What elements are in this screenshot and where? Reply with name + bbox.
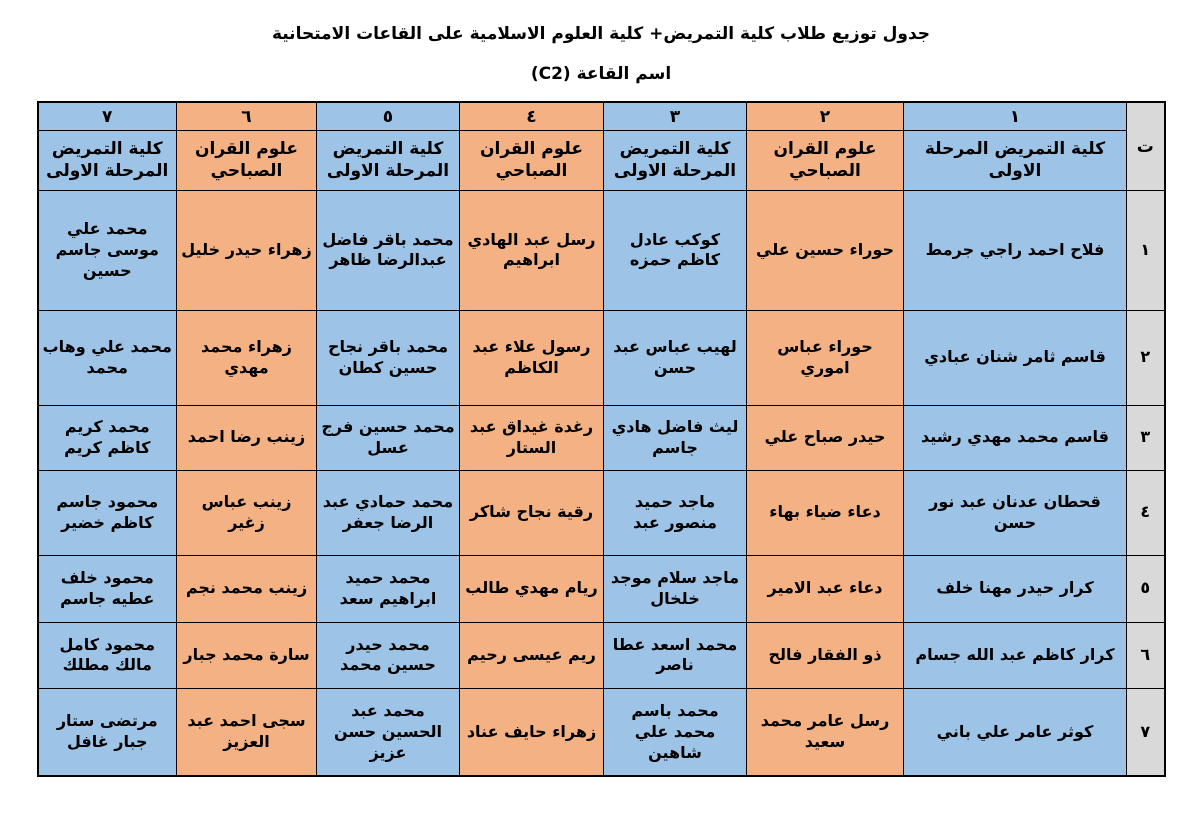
column-number-cell: ١: [904, 102, 1127, 130]
student-cell: فلاح احمد راجي جرمط: [904, 190, 1127, 310]
student-cell: محمد علي موسى جاسم حسين: [38, 190, 177, 310]
student-cell: ريام مهدي طالب: [460, 555, 604, 622]
student-cell: رقية نجاح شاكر: [460, 470, 604, 555]
student-row: [38, 470, 1165, 555]
student-cell: محمد كريم كاظم كريم: [38, 405, 177, 470]
student-cell: كرار كاظم عبد الله جسام: [904, 622, 1127, 688]
college-header-cell: كلية التمريض المرحلة الاولى: [317, 130, 460, 190]
student-cell: محمد حيدر حسين محمد: [317, 622, 460, 688]
row-number-cell: ٢: [1127, 310, 1165, 405]
student-cell: ليث فاضل هادي جاسم: [604, 405, 747, 470]
hall-name-subtitle: اسم القاعة (C2): [530, 64, 672, 85]
student-cell: محمد اسعد عطا ناصر: [604, 622, 747, 688]
student-cell: دعاء ضياء بهاء: [747, 470, 904, 555]
student-cell: رسل عامر محمد سعيد: [747, 688, 904, 776]
student-cell: محمود جاسم كاظم خضير: [38, 470, 177, 555]
student-cell: ريم عيسى رحيم: [460, 622, 604, 688]
student-cell: حيدر صباح علي: [747, 405, 904, 470]
student-cell: قاسم محمد مهدي رشيد: [904, 405, 1127, 470]
college-header-cell: كلية التمريض المرحلة الاولى: [604, 130, 747, 190]
college-header-cell: علوم القران الصباحي: [747, 130, 904, 190]
student-row: [38, 405, 1165, 470]
student-cell: زهراء حايف عناد: [460, 688, 604, 776]
student-cell: قاسم ثامر شنان عبادي: [904, 310, 1127, 405]
student-row: [38, 688, 1165, 776]
column-number-cell: ٢: [747, 102, 904, 130]
student-cell: سجى احمد عبد العزيز: [177, 688, 317, 776]
student-cell: لهيب عباس عبد حسن: [604, 310, 747, 405]
student-row: [38, 310, 1165, 405]
student-cell: ذو الفقار فالح: [747, 622, 904, 688]
student-row: [38, 622, 1165, 688]
row-number-cell: ٣: [1127, 405, 1165, 470]
student-row: [38, 555, 1165, 622]
student-cell: حوراء حسين علي: [747, 190, 904, 310]
column-number-cell: ٤: [460, 102, 604, 130]
student-cell: ماجد سلام موجد خلخال: [604, 555, 747, 622]
student-cell: ماجد حميد منصور عبد: [604, 470, 747, 555]
student-row: [38, 190, 1165, 310]
row-number-cell: ٤: [1127, 470, 1165, 555]
student-cell: كوكب عادل كاظم حمزه: [604, 190, 747, 310]
student-cell: دعاء عبد الامير: [747, 555, 904, 622]
student-cell: مرتضى ستار جبار غافل: [38, 688, 177, 776]
row-number-cell: ٦: [1127, 622, 1165, 688]
student-cell: كرار حيدر مهنا خلف: [904, 555, 1127, 622]
student-cell: زهراء حيدر خليل: [177, 190, 317, 310]
student-cell: زينب عباس زغير: [177, 470, 317, 555]
college-header-row: [38, 130, 1165, 190]
row-number-cell: ٥: [1127, 555, 1165, 622]
student-cell: رسل عبد الهادي ابراهيم: [460, 190, 604, 310]
distribution-table: [37, 101, 1166, 777]
student-cell: زينب رضا احمد: [177, 405, 317, 470]
student-cell: زينب محمد نجم: [177, 555, 317, 622]
student-cell: محمد باقر فاضل عبدالرضا ظاهر: [317, 190, 460, 310]
student-cell: محمد عبد الحسين حسن عزيز: [317, 688, 460, 776]
student-cell: زهراء محمد مهدي: [177, 310, 317, 405]
student-cell: محمد باقر نجاح حسين كطان: [317, 310, 460, 405]
student-cell: محمود خلف عطيه جاسم: [38, 555, 177, 622]
column-number-cell: ٥: [317, 102, 460, 130]
student-cell: محمد حميد ابراهيم سعد: [317, 555, 460, 622]
college-header-cell: كلية التمريض المرحلة الاولى: [38, 130, 177, 190]
student-cell: محمد حسين فرج عسل: [317, 405, 460, 470]
student-cell: محمود كامل مالك مطلك: [38, 622, 177, 688]
student-cell: رسول علاء عبد الكاظم: [460, 310, 604, 405]
student-cell: قحطان عدنان عبد نور حسن: [904, 470, 1127, 555]
column-number-cell: ٦: [177, 102, 317, 130]
corner-cell: ت: [1127, 102, 1165, 190]
college-header-cell: علوم القران الصباحي: [177, 130, 317, 190]
column-numbers-row: [38, 102, 1165, 130]
column-number-cell: ٣: [604, 102, 747, 130]
row-number-cell: ١: [1127, 190, 1165, 310]
college-header-cell: علوم القران الصباحي: [460, 130, 604, 190]
student-cell: سارة محمد جبار: [177, 622, 317, 688]
college-header-cell: كلية التمريض المرحلة الاولى: [904, 130, 1127, 190]
student-cell: محمد علي وهاب محمد: [38, 310, 177, 405]
row-number-cell: ٧: [1127, 688, 1165, 776]
document-title: جدول توزيع طلاب كلية التمريض+ كلية العلوم الاسلامية على القاعات الامتحانية: [271, 24, 931, 44]
column-number-cell: ٧: [38, 102, 177, 130]
student-cell: محمد باسم محمد علي شاهين: [604, 688, 747, 776]
student-cell: رغدة غيداق عبد الستار: [460, 405, 604, 470]
student-cell: حوراء عباس اموري: [747, 310, 904, 405]
student-cell: محمد حمادي عبد الرضا جعفر: [317, 470, 460, 555]
student-cell: كوثر عامر علي باني: [904, 688, 1127, 776]
